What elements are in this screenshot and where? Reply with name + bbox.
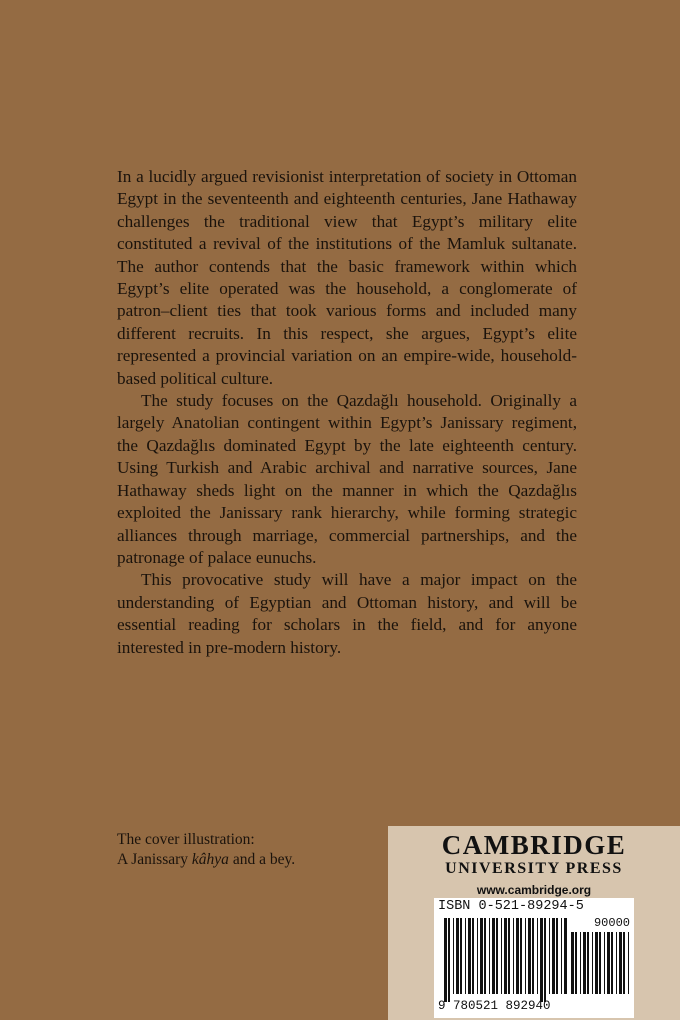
ean-digits: 9 780521 892940 [438, 999, 551, 1013]
barcode-bar [575, 932, 577, 994]
barcode-bar [611, 932, 613, 994]
price-code: 90000 [593, 916, 630, 930]
barcode-bar [501, 918, 502, 994]
barcode-bar [619, 932, 622, 994]
barcode-bar [508, 918, 510, 994]
blurb-paragraph-2: The study focuses on the Qazdağlı household. Originally a largely Anatolian contingent within Egypt’s Janissary regiment, the Qazdağlıs dominated Egypt by the late eighteenth century. Using Turkish and Arabic archival and narrative sources, Jane Hathaway sheds light on the manner in which the Qazdağlıs exploited the Janissary rank hierarchy, while forming strategic alliances through marriage, commercial partnerships, and the patronage of palace eunuchs. [117, 391, 577, 567]
barcode-bar [580, 932, 581, 994]
barcode-bar [456, 918, 459, 994]
barcode-bar [489, 918, 490, 994]
caption-line-2 [117, 850, 295, 870]
barcode-bar [537, 918, 538, 994]
barcode-bar [604, 932, 605, 994]
barcode-bar [484, 918, 486, 994]
barcode-bar [571, 932, 574, 994]
barcode-panel [434, 898, 634, 1018]
blurb-paragraph-3: This provocative study will have a major impact on the understanding of Egyptian and Ottoman history, and will be essential reading for scholars in the field, and for anyone interested in pre-modern history. [117, 570, 577, 657]
back-cover-blurb [117, 166, 577, 659]
barcode-bar [587, 932, 589, 994]
barcode-bar [599, 932, 601, 994]
barcode-bar [532, 918, 534, 994]
cover-illustration-caption [117, 830, 295, 870]
barcode-bar [460, 918, 462, 994]
caption-line-2-suffix: and a bey. [228, 851, 296, 868]
publisher-logo-subtitle: UNIVERSITY PRESS [445, 860, 623, 877]
barcode-bar [525, 918, 526, 994]
barcode-bar [623, 932, 625, 994]
caption-italic-term: kâhya [191, 851, 229, 868]
barcode-bar [504, 918, 507, 994]
barcode-bar [453, 918, 454, 994]
addon-barcode-icon [571, 932, 629, 1002]
barcode-bar [552, 918, 555, 994]
barcode-bar [564, 918, 567, 994]
barcode-bar [607, 932, 610, 994]
barcode-bar [528, 918, 531, 994]
publisher-logo-name: CAMBRIDGE [441, 830, 627, 860]
barcode-bar [540, 918, 543, 1002]
barcode-bar [492, 918, 495, 994]
barcode-bar [448, 918, 450, 1002]
barcode-bar [544, 918, 546, 1002]
publisher-box [388, 826, 680, 1020]
blurb-paragraph-1: In a lucidly argued revisionist interpretation of society in Ottoman Egypt in the seventeenth and eighteenth centuries, Jane Hathaway challenges the traditional view that Egypt’s military elite constituted a revival of the institutions of the Mamluk sultanate. The author contends that the basic framework within which Egypt’s elite operated was the household, a conglomerate of patron–client ties that took various forms and included many different recruits. In this respect, she argues, Egypt’s elite represented a provincial variation on an empire-wide, household-based political culture. [117, 167, 577, 388]
barcode-bar [628, 932, 629, 994]
barcode-bar [477, 918, 478, 994]
barcode-bar [549, 918, 550, 994]
barcode-bar [561, 918, 562, 994]
barcode-bar [513, 918, 514, 994]
isbn-number: ISBN 0-521-89294-5 [438, 899, 584, 914]
publisher-url: www.cambridge.org [476, 883, 592, 897]
barcode-bar [583, 932, 586, 994]
barcode-bar [595, 932, 598, 994]
barcode-bar [592, 932, 593, 994]
barcode-bar [480, 918, 483, 994]
barcode-bar [516, 918, 519, 994]
barcode-bar [465, 918, 466, 994]
caption-line-1: The cover illustration: [117, 831, 255, 848]
barcode-bar [556, 918, 558, 994]
barcode-bar [472, 918, 474, 994]
caption-line-2-prefix: A Janissary [117, 851, 192, 868]
barcode-bar [444, 918, 447, 1002]
barcode-bar [468, 918, 471, 994]
barcode-bar [616, 932, 617, 994]
barcode-bar [520, 918, 522, 994]
barcode-bar [496, 918, 498, 994]
